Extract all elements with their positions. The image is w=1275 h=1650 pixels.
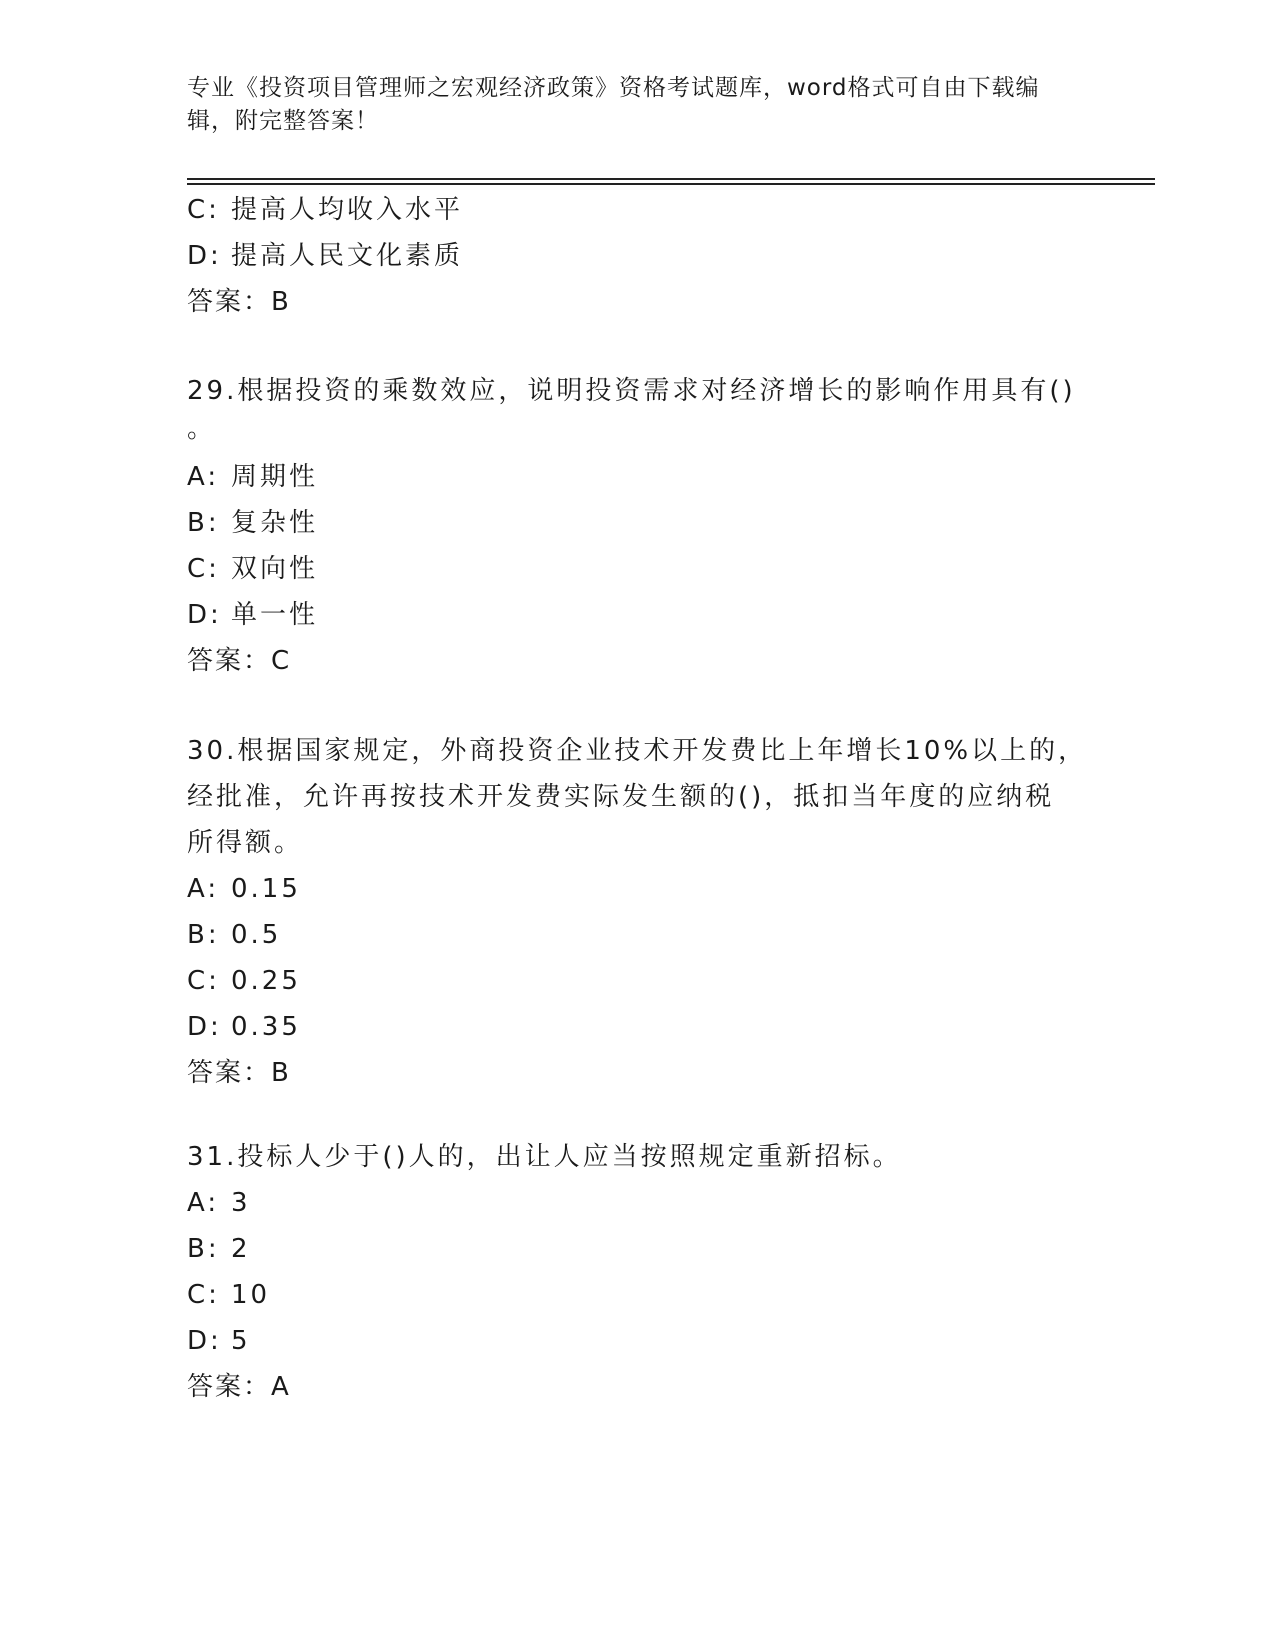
option-text: 0.15: [231, 874, 301, 904]
option-text: 2: [231, 1234, 251, 1264]
option-text: 提高人均收入水平: [231, 195, 464, 225]
option-line: [187, 1004, 1087, 1050]
question-stem-line: 30.根据国家规定，外商投资企业技术开发费比上年增长10%以上的，: [187, 736, 1088, 766]
answer-line: 答案：B: [187, 1058, 291, 1088]
option-line: [187, 500, 1087, 546]
option-line: [187, 454, 1087, 500]
question-30: [187, 728, 1087, 1096]
option-text: 周期性: [231, 462, 319, 492]
answer-line: 答案：C: [187, 646, 292, 676]
option-text: 0.5: [231, 920, 282, 950]
header-divider-top: [187, 178, 1155, 180]
option-text: 提高人民文化素质: [231, 241, 464, 271]
option-line: [187, 912, 1087, 958]
option-prefix: D:: [187, 600, 222, 630]
option-prefix: B:: [187, 1234, 220, 1264]
option-line: [187, 546, 1087, 592]
option-line: [187, 1180, 1087, 1226]
option-prefix: C:: [187, 966, 220, 996]
option-line: [187, 1318, 1087, 1364]
option-prefix: A:: [187, 1188, 220, 1218]
option-text: 10: [231, 1280, 271, 1310]
option-prefix: C:: [187, 1280, 220, 1310]
option-text: 5: [231, 1326, 251, 1356]
answer-line: 答案：A: [187, 1372, 291, 1402]
question-stem-line: 29.根据投资的乘数效应，说明投资需求对经济增长的影响作用具有(): [187, 376, 1076, 406]
question-31: [187, 1134, 1087, 1410]
header-divider-bottom: [187, 183, 1155, 185]
option-line: [187, 1272, 1087, 1318]
option-text: 复杂性: [231, 508, 319, 538]
option-prefix: D:: [187, 1326, 222, 1356]
option-line: [187, 592, 1087, 638]
prev-question-tail: [187, 187, 1087, 325]
header-line-1: 专业《投资项目管理师之宏观经济政策》资格考试题库，word格式可自由下载编: [187, 75, 1040, 101]
option-line: [187, 233, 1087, 279]
option-prefix: B:: [187, 508, 220, 538]
question-stem-line: 31.投标人少于()人的，出让人应当按照规定重新招标。: [187, 1142, 902, 1172]
option-text: 双向性: [231, 554, 319, 584]
option-text: 0.35: [231, 1012, 301, 1042]
question-stem-line: 。: [187, 414, 217, 444]
question-stem-line: 经批准，允许再按技术开发费实际发生额的()，抵扣当年度的应纳税: [187, 782, 1055, 812]
option-prefix: A:: [187, 462, 220, 492]
option-prefix: C:: [187, 195, 220, 225]
option-prefix: D:: [187, 1012, 222, 1042]
answer-line: 答案：B: [187, 287, 291, 317]
option-text: 3: [231, 1188, 251, 1218]
document-header: [187, 72, 1067, 138]
option-prefix: A:: [187, 874, 220, 904]
option-prefix: B:: [187, 920, 220, 950]
option-prefix: C:: [187, 554, 220, 584]
option-line: [187, 958, 1087, 1004]
question-stem-line: 所得额。: [187, 828, 304, 858]
option-line: [187, 1226, 1087, 1272]
header-line-2: 辑，附完整答案！: [187, 108, 379, 134]
question-29: [187, 368, 1087, 684]
option-text: 0.25: [231, 966, 301, 996]
option-line: [187, 187, 1087, 233]
option-text: 单一性: [231, 600, 319, 630]
option-prefix: D:: [187, 241, 222, 271]
option-line: [187, 866, 1087, 912]
